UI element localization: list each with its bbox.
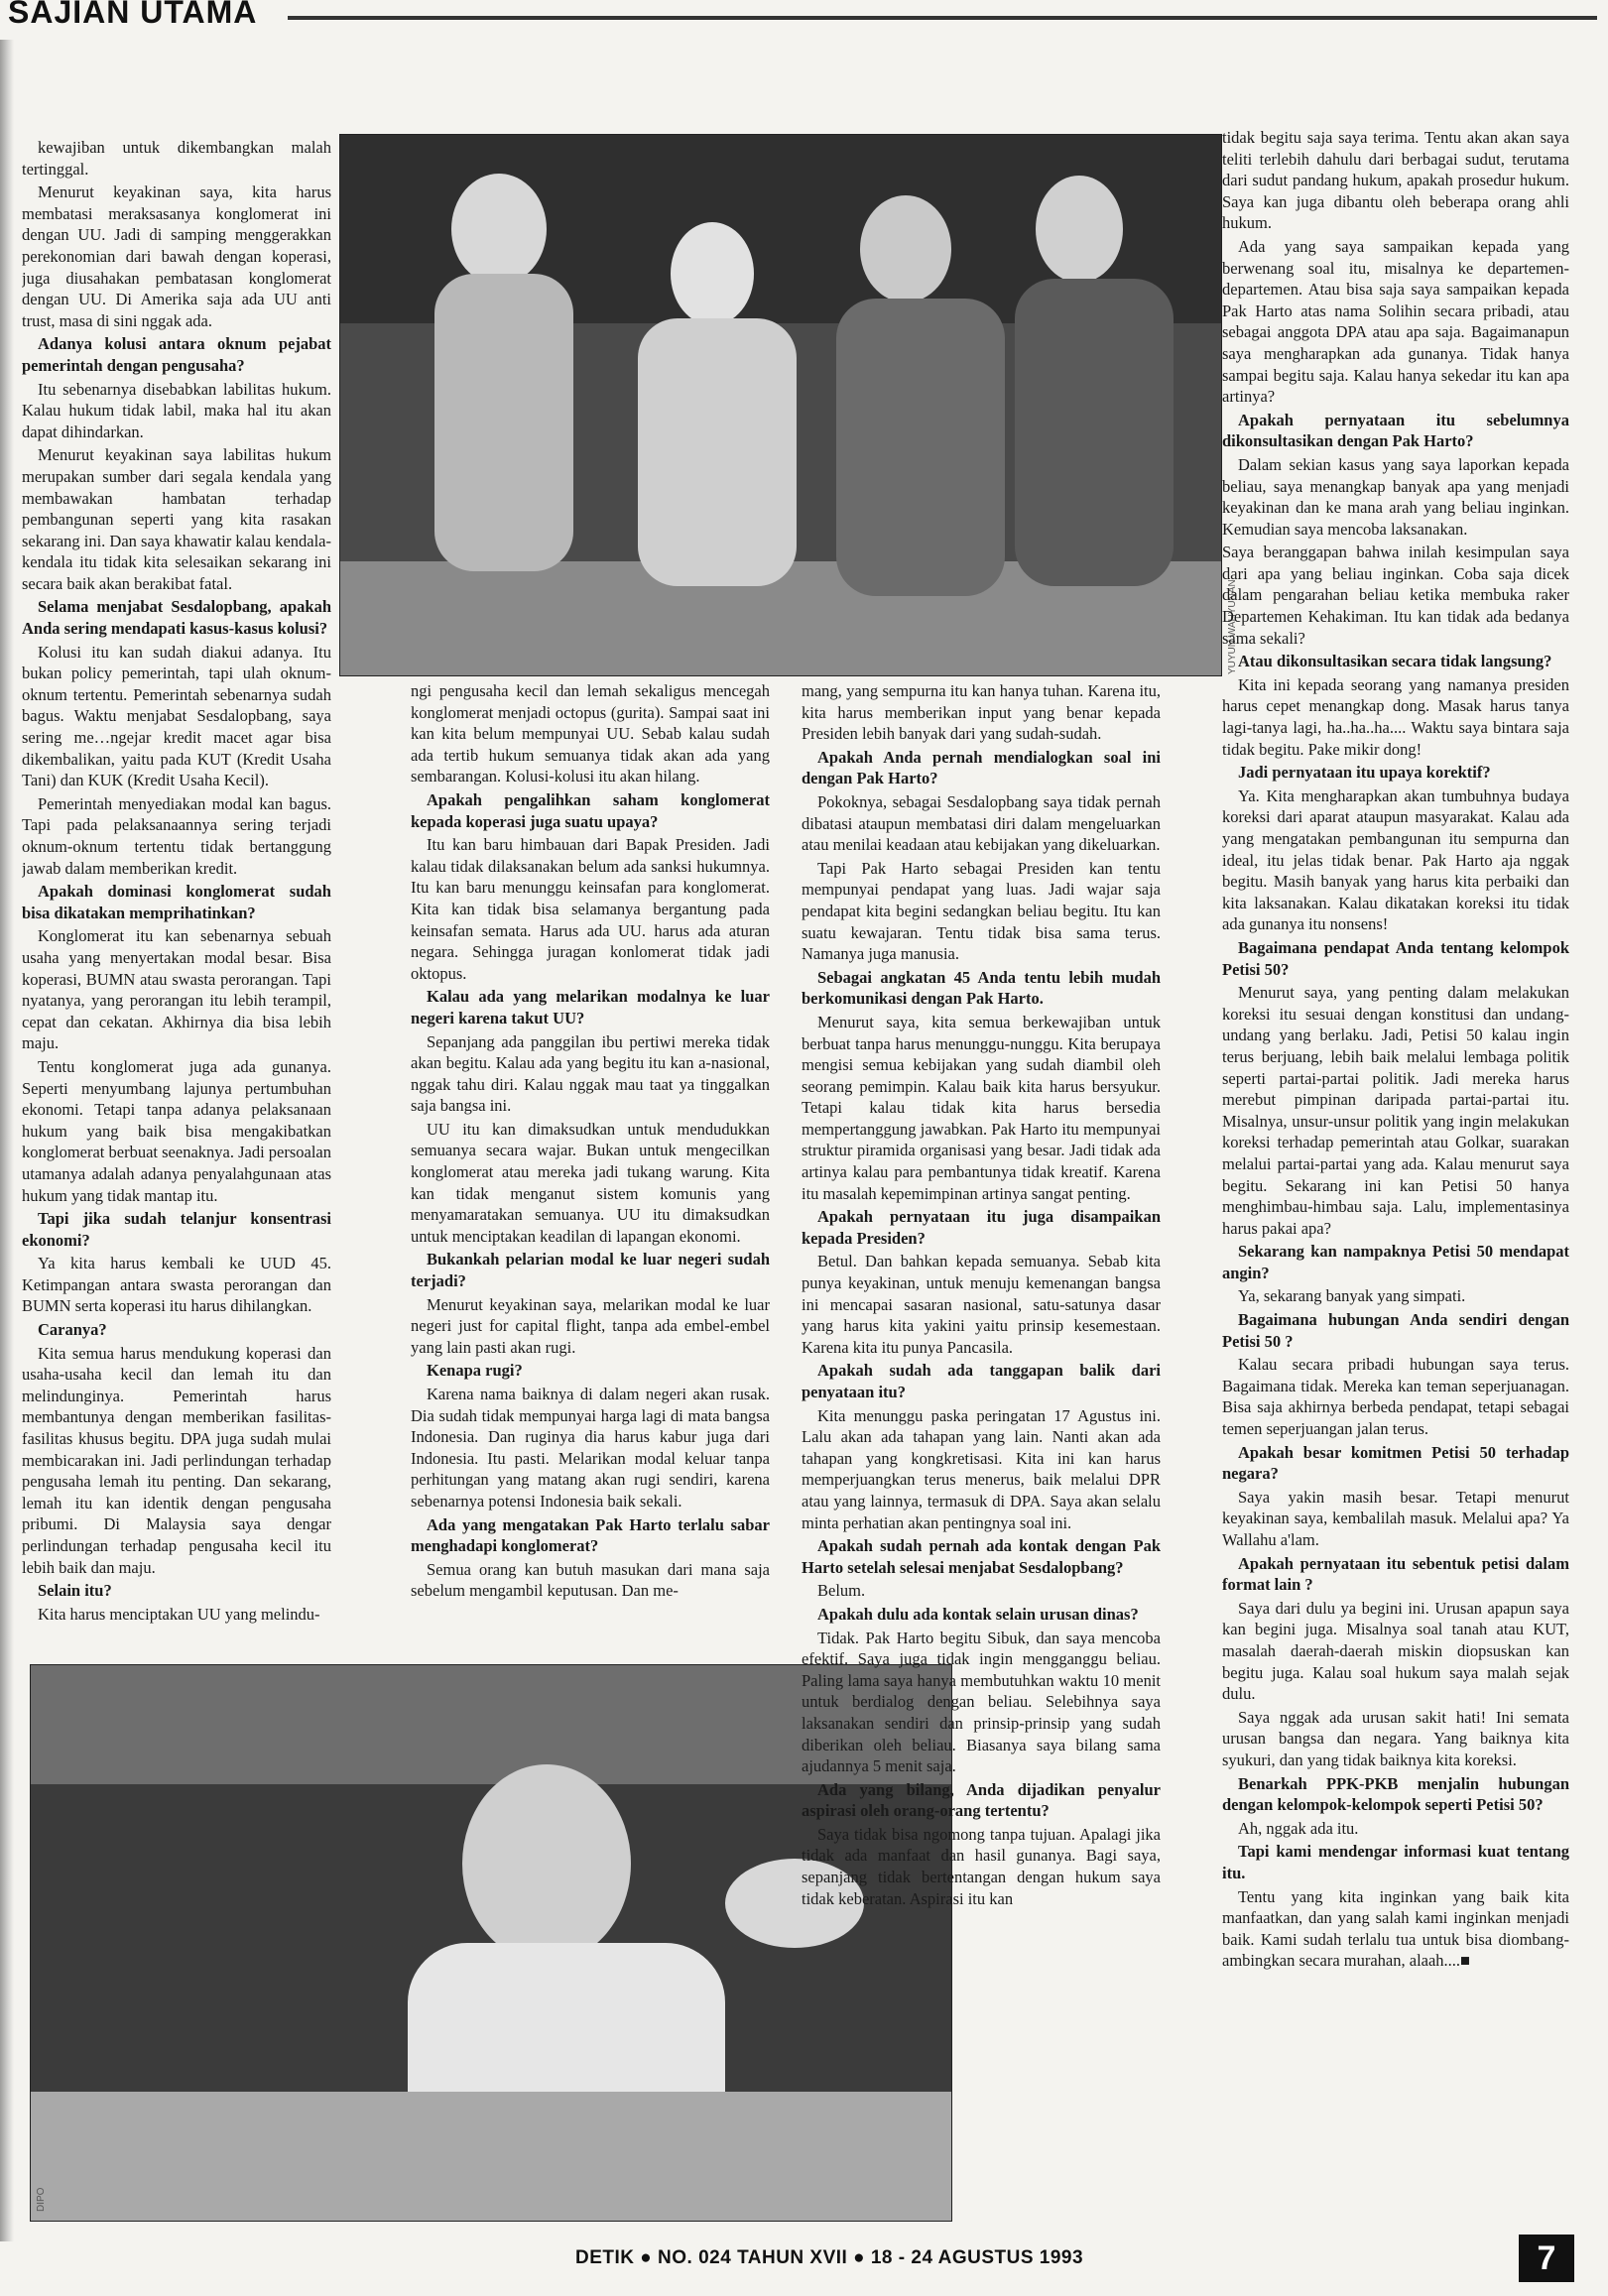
interview-answer: Dalam sekian kasus yang saya laporkan kepada beliau, saya menangkap banyak apa yang menjadi keyakinan dan ke mana arah yang beliau inginkan. Kemudian saya mencoba laksanakan. <box>1222 454 1569 539</box>
interview-question: Tapi jika sudah telanjur konsentrasi ekonomi? <box>22 1209 331 1250</box>
interview-question: Adanya kolusi antara oknum pejabat pemerintah dengan pengusaha? <box>22 334 331 375</box>
interview-answer: kewajiban untuk dikembangkan malah tertinggal. <box>22 138 331 179</box>
interview-answer: Tentu yang kita inginkan yang baik kita manfaatkan, dan yang salah kami inginkan menjadi baik. Kami sudah terlalu tua untuk bisa diombang-ambingkan secara murahan, alaah....■ <box>1222 1886 1569 1971</box>
interview-question: Apakah pernyataan itu sebentuk petisi dalam format lain ? <box>1222 1553 1569 1595</box>
interview-answer: Menurut keyakinan saya labilitas hukum merupakan sumber dari segala kendala yang membawakan hambatan terhadap pembangunan seperti yang kita rasakan sekarang ini. Dan saya khawatir kalau kendala-kendala itu tidak kita selesaikan sekarang ini secara baik akan berakibat fatal. <box>22 445 331 593</box>
interview-answer: tidak begitu saja saya terima. Tentu akan akan saya teliti terlebih dahulu dari berbagai sudut, terutama dari sudut pandang hukum, apakah prosedur hukum. Saya kan juga dibantu oleh beberapa orang ahli hukum. <box>1222 128 1569 233</box>
interview-answer: Pemerintah menyediakan modal kan bagus. Tapi pada pelaksanaannya sering terjadi oknum-oknum tertentu tidak bertanggung jawab dalam memberikan kredit. <box>22 793 331 878</box>
interview-answer: Tidak. Pak Harto begitu Sibuk, dan saya mencoba efektif. Saya juga tidak ingin mengganggu beliau. Paling lama saya hanya membutuhkan waktu 10 menit untuk berdialog dengan beliau. Selebihnya saya laksanakan sendiri dan prinsip-prinsip yang sudah diberikan oleh beliau. Biasanya saya bilang sama ajudannya 5 menit saja. <box>802 1628 1161 1776</box>
interview-question: Tapi kami mendengar informasi kuat tentang itu. <box>1222 1842 1569 1882</box>
photo-credit-bottom: DIPO <box>36 2187 47 2212</box>
scan-edge-shadow <box>0 40 14 2241</box>
interview-answer: Karena nama baiknya di dalam negeri akan rusak. Dia sudah tidak mempunyai harga lagi di mata bangsa Indonesia. Dan ruginya dia harus kabur juga dari Indonesia. Itu pasti. Melarikan modal keluar tanpa perhitungan yang matang akan rugi sendiri, karena sebenarnya potensi Indonesia baik sekali. <box>411 1385 770 1511</box>
interview-answer: Saya beranggapan bahwa inilah kesimpulan saya dari apa yang beliau inginkan. Coba saja dicek dalam pengarahan beliau ketika membuka raker Departemen Kehakiman. Itu kan tidak ada bedanya sama sekali? <box>1222 543 1569 648</box>
interview-question: Selama menjabat Sesdalopbang, apakah Anda sering mendapati kasus-kasus kolusi? <box>22 597 331 639</box>
photo-top-seated-group <box>339 134 1222 676</box>
interview-question: Selain itu? <box>38 1581 112 1601</box>
interview-answer: Itu kan baru himbauan dari Bapak Presiden. Jadi kalau tidak dilaksanakan belum ada sanksi hukumnya. Itu kan baru menunggu keinsafan para konglomerat. Kita kan tidak bisa selamanya bergantung pada keinsafan semata. Harus ada UU. harus ada aturan negara. Sehingga juragan konlomerat tidak jadi oktopus. <box>411 835 770 983</box>
interview-question: Ada yang bilang, Anda dijadikan penyalur aspirasi oleh orang-orang tertentu? <box>802 1779 1161 1821</box>
interview-answer: Saya nggak ada urusan sakit hati! Ini semata urusan bangsa dan negara. Yang baiknya kita syukuri, dan yang tidak baiknya kita koreksi. <box>1222 1707 1569 1769</box>
interview-answer: Betul. Dan bahkan kepada semuanya. Sebab kita punya keyakinan, untuk menuju kemenangan bangsa ini mencapai sasaran nasional, satu-satunya dasar yang harus kita yakini yaitu prinsip kesemestaan. Karena kita itu punya Pancasila. <box>802 1252 1161 1357</box>
interview-answer: Konglomerat itu kan sebenarnya sebuah usaha yang menyertakan modal besar. Bisa koperasi, BUMN atau swasta perorangan. Tapi nyatanya, yang perorangan itu lebih terampil, cepat dan cekatan. Akhirnya dia bisa lebih maju. <box>22 926 331 1053</box>
interview-answer: Kolusi itu kan sudah diakui adanya. Itu bukan policy pemerintah, tapi ulah oknum-oknum tertentu. Pemerintah sebenarnya sudah bagus. Waktu menjabat Sesdalopbang, saya sering me…ngejar kredit macet agar bisa dikembalikan, yaitu pada KUT (Kredit Usaha Tani) dan KUK (Kredit Usaha Kecil). <box>22 642 331 790</box>
interview-answer: Menurut keyakinan saya, melarikan modal ke luar negeri just for capital flight, tanpa ada embel-embel yang lain pasti akan rugi. <box>411 1294 770 1357</box>
interview-question: Ada yang mengatakan Pak Harto terlalu sabar menghadapi konglomerat? <box>411 1514 770 1556</box>
interview-answer: Ya. Kita mengharapkan akan tumbuhnya budaya koreksi dari aparat ataupun masyarakat. Kalau ada yang mengatakan pembangunan itu sempurna dan ideal, itu jelas tidak benar. Pak Harto aja nggak begitu. Masih banyak yang harus kita perbaiki dan kita laksanakan. Kalau dikatakan koreksi itu tidak ada gunanya itu nonsens! <box>1222 785 1569 934</box>
interview-answer: Kita menunggu paska peringatan 17 Agustus ini. Lalu akan ada tahapan yang lain. Nanti akan ada tahapan yang kongkretisasi. Kita ini kan harus memperjuangkan terus menerus, baik melalui DPR atau yang lainnya, termasuk di DPA. Saya akan selalu minta perhatian akan pentingnya soal ini. <box>802 1405 1161 1532</box>
interview-answer: Saya dari dulu ya begini ini. Urusan apapun saya kan begini juga. Misalnya soal tanah atau KUT, masalah daerah-daerah miskin diopsuskan kan begitu juga. Kalau soal hukum saya malah sejak dulu. <box>1222 1598 1569 1704</box>
interview-answer: Kita harus menciptakan UU yang melindu- <box>38 1604 320 1624</box>
page-number: 7 <box>1519 2235 1574 2282</box>
interview-question: Jadi pernyataan itu upaya korektif? <box>1238 763 1491 783</box>
article-column-2 <box>411 680 770 1657</box>
interview-question: Apakah Anda pernah mendialogkan soal ini dengan Pak Harto? <box>802 747 1161 788</box>
interview-answer: UU itu kan dimaksudkan untuk mendudukkan semuanya secara wajar. Bukan untuk mengecilkan konglomerat atau mereka jadi tukang warung. Kita kan tidak menganut sistem komunis yang menyamaratakan semuanya. UU itu dimaksudkan untuk menciptakan keadilan di lapangan ekonomi. <box>411 1119 770 1246</box>
interview-answer: Tentu konglomerat juga ada gunanya. Seperti menyumbang lajunya pertumbuhan ekonomi. Tetapi tanpa adanya pelaksanaan hukum yang baik bisa mengakibatkan konglomerat berbuat seenaknya. Jadi persoalan utamanya adalah adanya penyalahgunaan atas hukum yang tidak mantap itu. <box>22 1056 331 1205</box>
interview-question: Apakah besar komitmen Petisi 50 terhadap negara? <box>1222 1442 1569 1484</box>
interview-question: Apakah pernyataan itu sebelumnya dikonsultasikan dengan Pak Harto? <box>1222 410 1569 451</box>
interview-answer: Itu sebenarnya disebabkan labilitas hukum. Kalau hukum tidak labil, maka hal itu akan dapat dihindarkan. <box>22 379 331 441</box>
article-column-4 <box>1222 127 1569 2234</box>
interview-question: Apakah dulu ada kontak selain urusan dinas? <box>817 1604 1139 1624</box>
interview-answer: Saya yakin masih besar. Tetapi menurut keyakinan saya, kembalilah masuk. Melalui apa? Ya Wallahu a'lam. <box>1222 1487 1569 1549</box>
interview-question: Bagaimana hubungan Anda sendiri dengan Petisi 50 ? <box>1222 1310 1569 1351</box>
interview-answer: Semua orang kan butuh masukan dari mana saja sebelum mengambil keputusan. Dan me- <box>411 1559 770 1601</box>
section-title: SAJIAN UTAMA <box>8 0 258 30</box>
interview-question: Atau dikonsultasikan secara tidak langsung? <box>1238 652 1552 671</box>
header-rule <box>288 16 1597 20</box>
interview-question: Bagaimana pendapat Anda tentang kelompok Petisi 50? <box>1222 937 1569 979</box>
interview-question: Apakah dominasi konglomerat sudah bisa dikatakan memprihatinkan? <box>22 882 331 922</box>
footer-publication-line: DETIK ● NO. 024 TAHUN XVII ● 18 - 24 AGUSTUS 1993 <box>575 2247 1084 2268</box>
interview-answer: Sepanjang ada panggilan ibu pertiwi mereka tidak akan begitu. Kalau ada yang begitu itu kan a-nasional, nggak tahu diri. Kalau nggak mau taat ya tinggalkan saja bangsa ini. <box>411 1031 770 1116</box>
interview-answer: Ada yang saya sampaikan kepada yang berwenang soal itu, misalnya ke departemen-departemen. Atau bisa saja saya sampaikan kepada Pak Harto atas nama Solihin secara pribadi, atau sebagai anggota DPA atau apa saja. Bagaimanapun saya mengharapkan ada gunanya. Tidak hanya sampai begitu saja. Kalau hanya sekedar itu kan apa artinya? <box>1222 236 1569 407</box>
interview-question: Apakah sudah ada tanggapan balik dari penyataan itu? <box>802 1361 1161 1401</box>
photo-credit-top: YUYUN WAHYUNAN <box>1227 579 1238 674</box>
interview-answer: Menurut keyakinan saya, kita harus membatasi meraksasanya konglomerat ini dengan UU. Jadi di samping menggerakkan perekonomian dari bawah dengan koperasi, juga diusahakan pembatasan konglomerat dengan UU. Di Amerika saja ada UU anti trust, masa di sini nggak ada. <box>22 182 331 330</box>
interview-answer: Menurut saya, yang penting dalam melakukan koreksi itu sesuai dengan konstitusi dan undang-undang yang berlaku. Jadi, Petisi 50 kalau ingin terus berjuang, lebih baik melalui lembaga politik seperti partai-partai politik. Jadi mereka harus merebut pimpinan daripada partai-partai itu. Misalnya, unsur-unsur politik yang ingin melakukan koreksi terhadap pemerintah atau Golkar, suarakan melalui partai-partai yang ada. Kalau menurut saya begitu. Sekarang ini kan Petisi 50 hanya menghimbau-himbau saja. Lalu, implementasinya harus pakai apa? <box>1222 983 1569 1238</box>
interview-answer: Pokoknya, sebagai Sesdalopbang saya tidak pernah dibatasi ataupun membatasi diri dalam mengeluarkan atau menilai keadaan atau kebijakan yang dikeluarkan. <box>802 791 1161 855</box>
interview-answer: Menurut saya, kita semua berkewajiban untuk berbuat tanpa harus menunggu-nunggu. Kita berupaya mengisi semua kebijakan yang sudah diambil oleh seorang pemimpin. Kalau baik kita harus bersyukur. Tetapi kalau tidak kita harus bersedia mempertanggung jawabkan. Pak Harto itu mempunyai struktur piramida organisasi yang besar. Jadi tidak ada artinya kalau para pembantunya tidak kreatif. Karena itu masalah kepemimpinan artinya sangat penting. <box>802 1012 1161 1203</box>
interview-question: Caranya? <box>38 1320 107 1340</box>
interview-answer: Ya, sekarang banyak yang simpati. <box>1238 1286 1466 1306</box>
interview-question: Benarkah PPK-PKB menjalin hubungan dengan kelompok-kelompok seperti Petisi 50? <box>1222 1773 1569 1815</box>
interview-answer: Ya kita harus kembali ke UUD 45. Ketimpangan antara swasta perorangan dan BUMN serta koperasi itu harus dihilangkan. <box>22 1254 331 1316</box>
page-header <box>0 0 1608 38</box>
interview-answer: Kita ini kepada seorang yang namanya presiden harus cepet menangkap dong. Masak harus tanya lagi-tanya lagi, ha..ha..ha.... Waktu saya bintara saja tidak begitu. Pake mikir dong! <box>1222 674 1569 759</box>
interview-answer: Belum. <box>817 1581 866 1601</box>
article-column-3 <box>802 680 1161 2234</box>
interview-answer: Kita semua harus mendukung koperasi dan usaha-usaha kecil dan lemah itu dan melindunginya. Pemerintah harus membantunya dengan memberikan fasilitas-fasilitas khusus begitu. DPA juga sudah mulai membicarakan ini. Jadi perlindungan terhadap pengusaha lemah itu penting. Dan sekarang, lemah itu kan identik dengan pengusaha pribumi. Di Malaysia saya dengar perlindungan terhadap pengusaha kecil itu lebih baik dan maju. <box>22 1343 331 1577</box>
interview-question: Apakah sudah pernah ada kontak dengan Pak Harto setelah selesai menjabat Sesdalopbang? <box>802 1536 1161 1577</box>
interview-question: Bukankah pelarian modal ke luar negeri sudah terjadi? <box>411 1250 770 1291</box>
article-column-1 <box>22 137 331 1654</box>
interview-answer: Kalau secara pribadi hubungan saya terus. Bagaimana tidak. Mereka kan teman seperjuanagan. Bisa saja akhirnya berbeda pendapat, tetapi sebagai temen seperjuangan jalan terus. <box>1222 1355 1569 1439</box>
interview-answer: ngi pengusaha kecil dan lemah sekaligus mencegah konglomerat menjadi octopus (gurita). Sampai saat ini kan kita belum mempunyai UU. Sebab kalau sudah ada tertib hukum semuanya tidak akan ada yang sembarangan. Kolusi-kolusi itu akan hilang. <box>411 681 770 786</box>
interview-question: Sebagai angkatan 45 Anda tentu lebih mudah berkomunikasi dengan Pak Harto. <box>802 967 1161 1009</box>
interview-answer: Tapi Pak Harto sebagai Presiden kan tentu mempunyai pendapat yang luas. Jadi wajar saja pendapat kita begini sedangkan beliau begitu. Itu kan suatu kewajaran. Tentu tidak bisa sama terus. Namanya juga manusia. <box>802 858 1161 964</box>
interview-answer: Saya tidak bisa ngomong tanpa tujuan. Apalagi jika tidak ada manfaat dan hasil gunanya. Bagi saya, sepanjang tidak bertentangan dengan hukum saya tidak keberatan. Aspirasi itu kan <box>802 1824 1161 1908</box>
interview-question: Apakah pernyataan itu juga disampaikan kepada Presiden? <box>802 1207 1161 1248</box>
interview-question: Kalau ada yang melarikan modalnya ke luar negeri karena takut UU? <box>411 987 770 1027</box>
interview-answer: mang, yang sempurna itu kan hanya tuhan. Karena itu, kita harus memberikan input yang benar kepada Presiden lebih banyak dari yang sudah-sudah. <box>802 681 1161 744</box>
interview-answer: Ah, nggak ada itu. <box>1238 1818 1359 1838</box>
interview-question: Apakah pengalihkan saham konglomerat kepada koperasi juga suatu upaya? <box>411 789 770 831</box>
interview-question: Sekarang kan nampaknya Petisi 50 mendapat angin? <box>1222 1242 1569 1282</box>
interview-question: Kenapa rugi? <box>427 1361 523 1381</box>
